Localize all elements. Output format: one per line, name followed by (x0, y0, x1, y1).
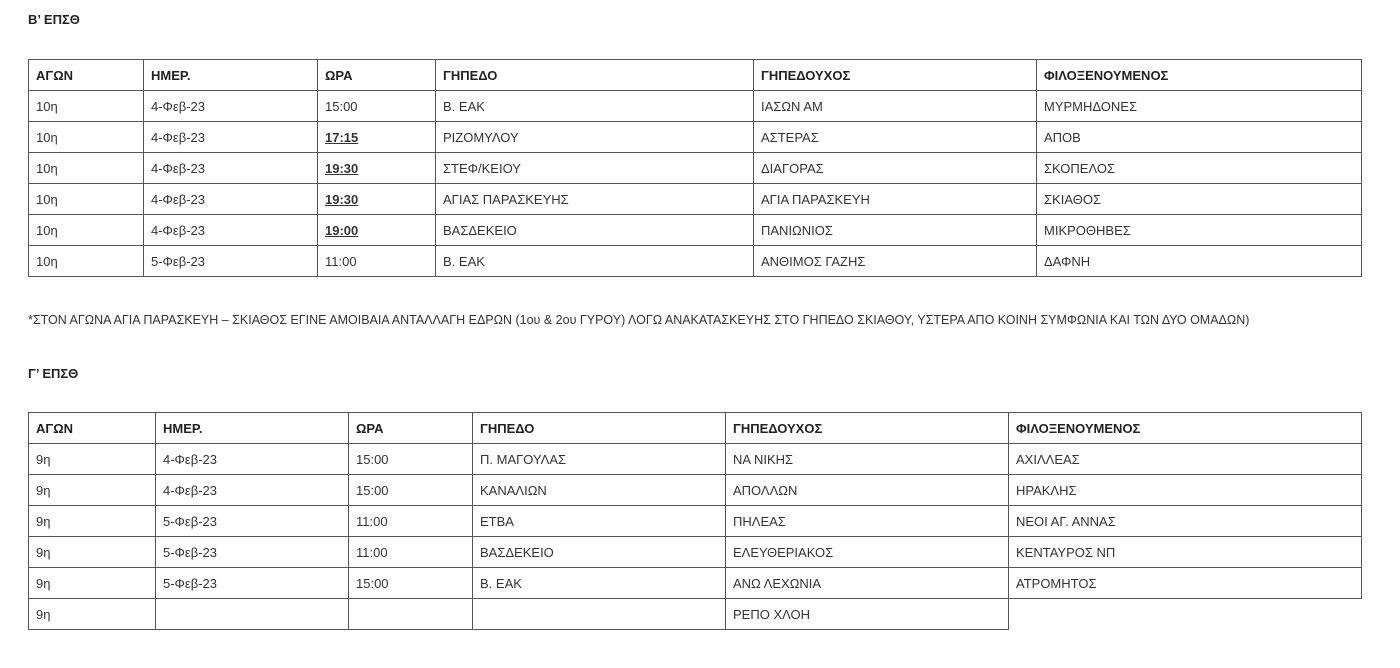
cell-date (156, 599, 349, 630)
cell-agon: 10η (29, 122, 144, 153)
cell-date: 4-Φεβ-23 (144, 153, 318, 184)
table-row (29, 599, 1362, 630)
cell-home: ΑΣΤΕΡΑΣ (754, 122, 1037, 153)
col-header-agon: ΑΓΩΝ (29, 413, 156, 444)
table-row (29, 153, 1362, 184)
cell-venue: ΒΑΣΔΕΚΕΙΟ (473, 537, 726, 568)
cell-home: ΝΑ ΝΙΚΗΣ (726, 444, 1009, 475)
venue-swap-note: *ΣΤΟΝ ΑΓΩΝΑ ΑΓΙΑ ΠΑΡΑΣΚΕΥΗ – ΣΚΙΑΘΟΣ ΕΓΙΝΕ ΑΜΟΙΒΑΙΑ ΑΝΤΑΛΛΑΓΗ ΕΔΡΩΝ (1ου & 2ου ΓΥΡΟΥ) ΛΟΓΩ ΑΝΑΚΑΤΑΣΚΕΥΗΣ ΣΤΟ ΓΗΠΕΔΟ ΣΚΙΑΘΟΥ, ΥΣΤΕΡΑ ΑΠΟ ΚΟΙΝΗ ΣΥΜΦΩΝΙΑ ΚΑΙ ΤΩΝ ΔΥΟ ΟΜΑΔΩΝ) (28, 313, 1250, 327)
col-header-date: ΗΜΕΡ. (144, 60, 318, 91)
cell-date: 4-Φεβ-23 (144, 122, 318, 153)
table-row (29, 537, 1362, 568)
col-header-time: ΩΡΑ (318, 60, 436, 91)
col-header-time: ΩΡΑ (349, 413, 473, 444)
cell-date: 5-Φεβ-23 (156, 537, 349, 568)
cell-date: 5-Φεβ-23 (156, 506, 349, 537)
cell-agon: 9η (29, 475, 156, 506)
cell-home: ΑΓΙΑ ΠΑΡΑΣΚΕΥΗ (754, 184, 1037, 215)
cell-agon: 9η (29, 537, 156, 568)
cell-date: 4-Φεβ-23 (156, 444, 349, 475)
cell-away: ΑΠΟΒ (1037, 122, 1362, 153)
cell-time: 15:00 (349, 568, 473, 599)
cell-agon: 10η (29, 215, 144, 246)
changed-time: 19:30 (325, 191, 359, 207)
cell-time (318, 122, 436, 153)
cell-agon: 10η (29, 246, 144, 277)
section-g-title: Γ’ ΕΠΣΘ (28, 366, 79, 381)
cell-venue: ΒΑΣΔΕΚΕΙΟ (436, 215, 754, 246)
cell-agon: 9η (29, 568, 156, 599)
cell-away: ΑΤΡΟΜΗΤΟΣ (1009, 568, 1362, 599)
cell-time: 11:00 (349, 506, 473, 537)
cell-venue: ΑΓΙΑΣ ΠΑΡΑΣΚΕΥΗΣ (436, 184, 754, 215)
cell-date: 4-Φεβ-23 (144, 184, 318, 215)
table-row (29, 246, 1362, 277)
cell-time (349, 599, 473, 630)
schedule-table-g (28, 412, 1362, 630)
cell-home: ΠΗΛΕΑΣ (726, 506, 1009, 537)
changed-time: 19:30 (325, 160, 359, 176)
schedule-table-b (28, 59, 1362, 277)
cell-date: 4-Φεβ-23 (144, 215, 318, 246)
cell-home: ΑΝΩ ΛΕΧΩΝΙΑ (726, 568, 1009, 599)
cell-agon: 10η (29, 91, 144, 122)
col-header-home: ΓΗΠΕΔΟΥΧΟΣ (726, 413, 1009, 444)
cell-time: 15:00 (318, 91, 436, 122)
cell-venue: ΡΙΖΟΜΥΛΟΥ (436, 122, 754, 153)
cell-away: ΚΕΝΤΑΥΡΟΣ ΝΠ (1009, 537, 1362, 568)
cell-away: ΝΕΟΙ ΑΓ. ΑΝΝΑΣ (1009, 506, 1362, 537)
table-row (29, 444, 1362, 475)
section-b-title: Β’ ΕΠΣΘ (28, 12, 80, 27)
cell-home: ΕΛΕΥΘΕΡΙΑΚΟΣ (726, 537, 1009, 568)
col-header-venue: ΓΗΠΕΔΟ (436, 60, 754, 91)
cell-agon: 10η (29, 153, 144, 184)
cell-away: ΜΥΡΜΗΔΟΝΕΣ (1037, 91, 1362, 122)
cell-time (318, 184, 436, 215)
cell-home: ΑΠΟΛΛΩΝ (726, 475, 1009, 506)
cell-away: ΜΙΚΡΟΘΗΒΕΣ (1037, 215, 1362, 246)
cell-home: ΙΑΣΩΝ ΑΜ (754, 91, 1037, 122)
cell-time: 15:00 (349, 444, 473, 475)
cell-away: ΑΧΙΛΛΕΑΣ (1009, 444, 1362, 475)
cell-venue: Π. ΜΑΓΟΥΛΑΣ (473, 444, 726, 475)
cell-time: 11:00 (318, 246, 436, 277)
table-row (29, 184, 1362, 215)
table-row (29, 475, 1362, 506)
table-row (29, 215, 1362, 246)
cell-venue: Β. ΕΑΚ (473, 568, 726, 599)
table-header-row (29, 60, 1362, 91)
col-header-date: ΗΜΕΡ. (156, 413, 349, 444)
table-row (29, 506, 1362, 537)
cell-away: ΗΡΑΚΛΗΣ (1009, 475, 1362, 506)
col-header-away: ΦΙΛΟΞΕΝΟΥΜΕΝΟΣ (1009, 413, 1362, 444)
col-header-home: ΓΗΠΕΔΟΥΧΟΣ (754, 60, 1037, 91)
cell-home: ΡΕΠΟ ΧΛΟΗ (726, 599, 1009, 630)
cell-agon: 10η (29, 184, 144, 215)
col-header-away: ΦΙΛΟΞΕΝΟΥΜΕΝΟΣ (1037, 60, 1362, 91)
table-row (29, 568, 1362, 599)
cell-home: ΔΙΑΓΟΡΑΣ (754, 153, 1037, 184)
cell-date: 5-Φεβ-23 (144, 246, 318, 277)
changed-time: 19:00 (325, 222, 359, 238)
cell-time: 11:00 (349, 537, 473, 568)
cell-agon: 9η (29, 444, 156, 475)
table-row (29, 91, 1362, 122)
table-row (29, 122, 1362, 153)
cell-agon: 9η (29, 599, 156, 630)
cell-date: 4-Φεβ-23 (144, 91, 318, 122)
cell-time (318, 215, 436, 246)
table-header-row (29, 413, 1362, 444)
cell-home: ΠΑΝΙΩΝΙΟΣ (754, 215, 1037, 246)
cell-away: ΣΚΙΑΘΟΣ (1037, 184, 1362, 215)
cell-time (318, 153, 436, 184)
cell-date: 4-Φεβ-23 (156, 475, 349, 506)
cell-venue: Β. ΕΑΚ (436, 246, 754, 277)
cell-away (1009, 599, 1362, 630)
changed-time: 17:15 (325, 129, 359, 145)
cell-away: ΣΚΟΠΕΛΟΣ (1037, 153, 1362, 184)
cell-time: 15:00 (349, 475, 473, 506)
col-header-venue: ΓΗΠΕΔΟ (473, 413, 726, 444)
cell-date: 5-Φεβ-23 (156, 568, 349, 599)
cell-venue: ΚΑΝΑΛΙΩΝ (473, 475, 726, 506)
cell-away: ΔΑΦΝΗ (1037, 246, 1362, 277)
cell-agon: 9η (29, 506, 156, 537)
cell-venue: Β. ΕΑΚ (436, 91, 754, 122)
col-header-agon: ΑΓΩΝ (29, 60, 144, 91)
cell-venue (473, 599, 726, 630)
cell-venue: ΣΤΕΦ/ΚΕΙΟΥ (436, 153, 754, 184)
cell-home: ΑΝΘΙΜΟΣ ΓΑΖΗΣ (754, 246, 1037, 277)
cell-venue: ΕΤΒΑ (473, 506, 726, 537)
